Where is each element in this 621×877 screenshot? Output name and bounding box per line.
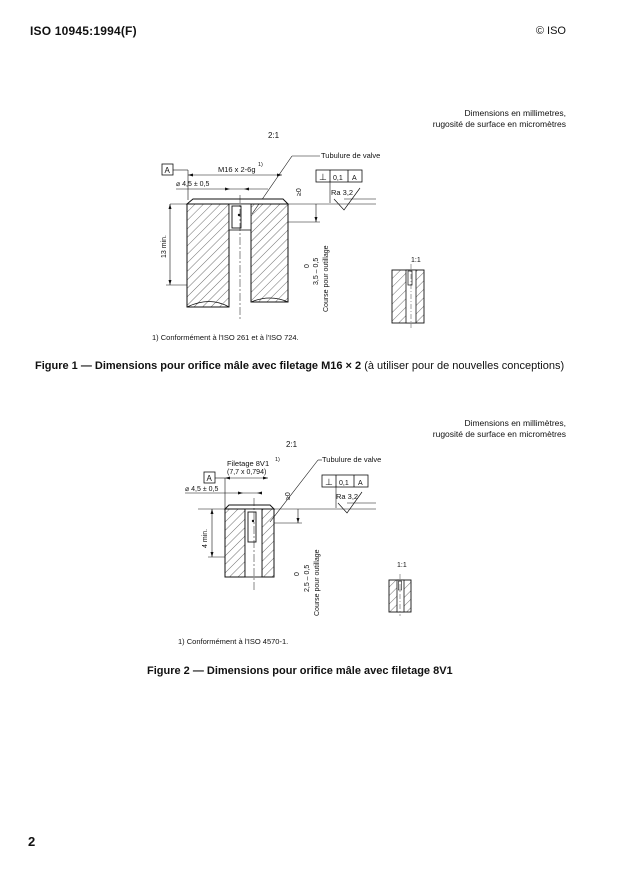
figure2-caption [147, 665, 453, 677]
figure2-valve-label: Tubulure de valve [322, 455, 382, 464]
figure2-travel-desc: Course pour outillage [314, 549, 321, 616]
figure1-footnote: 1) Conformément à l'ISO 261 et à l'ISO 724. [152, 333, 299, 342]
figure2-scale-detail: 1:1 [397, 562, 407, 569]
figure1-gap-label: ≥0 [296, 188, 303, 196]
figure2-tolerance-value: 0,1 [339, 480, 349, 487]
figure2-caption-label: Figure 2 — Dimensions pour orifice mâle avec filetage 8V1 [147, 665, 453, 677]
figure2-gap-label: ≥0 [285, 492, 292, 500]
figure1-travel-desc: Course pour outillage [323, 245, 330, 312]
figure1-diameter-label: ⌀ 4,5 ± 0,5 [176, 181, 210, 188]
standard-number: ISO 10945:1994(F) [30, 24, 137, 38]
figure1-travel-value: 3,5 – 0,5 [313, 257, 320, 285]
figure1-caption-note: (à utiliser pour de nouvelles conceptions) [364, 360, 565, 372]
figure1-units-line1: Dimensions en millimetres, [464, 108, 566, 118]
figure2-units-line2: rugosité de surface en micromètres [432, 429, 566, 439]
figure1-units-line2: rugosité de surface en micromètres [432, 119, 566, 129]
page-number: 2 [28, 834, 36, 849]
figure2-travel-top: 0 [294, 572, 301, 576]
figure1-tolerance-datum: A [352, 175, 357, 182]
figure2-travel-value: 2,5 – 0,5 [304, 564, 311, 592]
figure2-min-length-label: 4 min. [202, 528, 209, 548]
figure1-tolerance-symbol: ⊥ [319, 172, 327, 182]
figure2-roughness-label: Ra 3,2 [336, 492, 359, 501]
figure2-thread-footnote-ref: 1) [275, 457, 280, 463]
figure1-tolerance-value: 0,1 [333, 175, 343, 182]
copyright-mark: © ISO [535, 25, 566, 37]
figure2-tolerance-datum: A [358, 480, 363, 487]
figure1-thread-footnote-ref: 1) [258, 162, 263, 168]
figure1-datum-label: A [164, 166, 170, 175]
figure2-footnote: 1) Conformément à l'ISO 4570-1. [178, 637, 289, 646]
figure1-valve-label: Tubulure de valve [321, 151, 381, 160]
figure2-scale-main: 2:1 [286, 440, 298, 449]
figure2-part-right-wall [262, 509, 274, 577]
figure2-datum-label: A [206, 474, 212, 483]
figure1-travel-top: 0 [304, 264, 311, 268]
figure1-scale-main: 2:1 [268, 131, 280, 140]
figure2-thread-label: Filetage 8V1 [227, 459, 270, 468]
figure1-min-length-label: 13 min. [161, 235, 168, 258]
figure1-roughness-label: Ra 3,2 [331, 188, 354, 197]
figure2-diameter-label: ⌀ 4,5 ± 0,5 [185, 486, 219, 493]
figure2-units-line1: Dimensions en millimètres, [464, 418, 566, 428]
figure2-part-left-wall [225, 509, 245, 577]
figure1-thread-label: M16 x 2-6g [218, 165, 256, 174]
figure2-valve-core [248, 512, 256, 542]
figure1-scale-detail: 1:1 [411, 257, 421, 264]
figure1-caption-label: Figure 1 — Dimensions pour orifice mâle avec filetage M16 × 2 [35, 360, 362, 372]
figure2-thread-dim: (7,7 x 0,794) [227, 469, 267, 476]
figure2-tolerance-symbol: ⊥ [325, 477, 333, 487]
